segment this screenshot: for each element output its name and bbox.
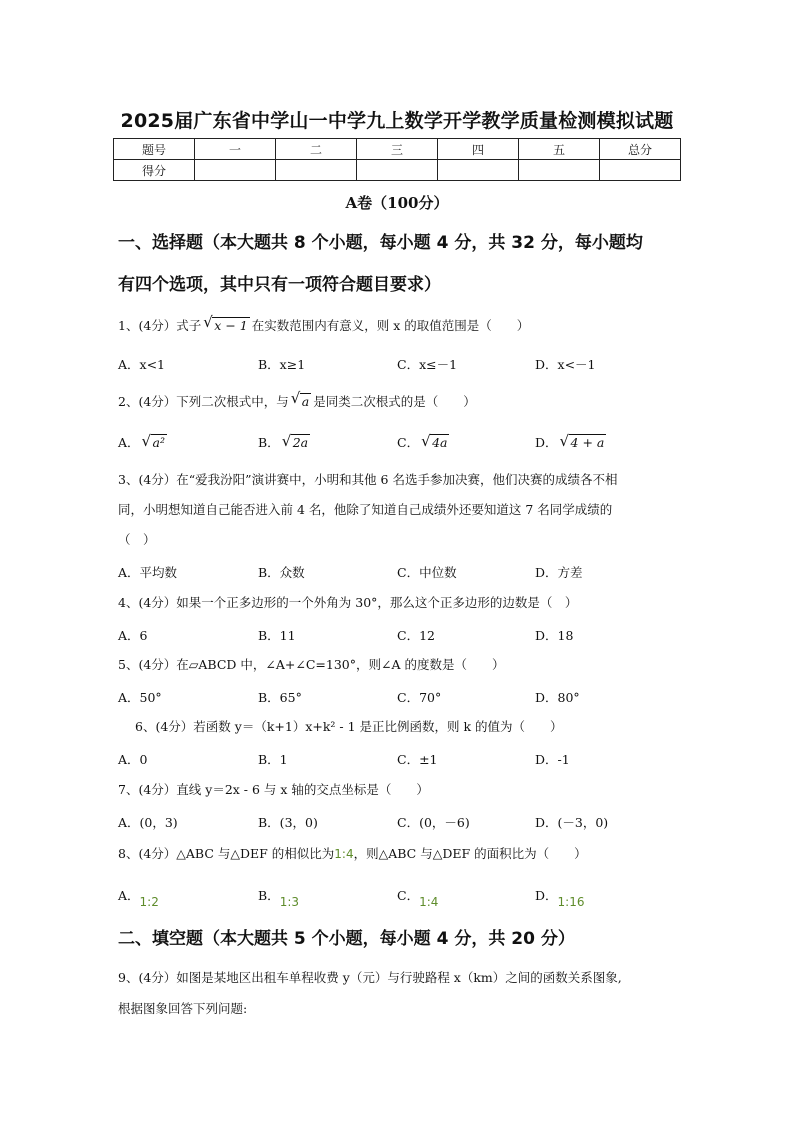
sqrt-expression: √ 4 + a (559, 432, 605, 450)
score-cell[interactable] (357, 160, 438, 181)
score-table-header-row (114, 139, 681, 160)
option-c[interactable]: C．12 (397, 628, 435, 643)
option-c[interactable]: C．中位数 (397, 565, 457, 580)
option-a[interactable]: A．6 (118, 628, 148, 643)
sqrt-radicand: 4 + a (570, 435, 605, 450)
option-a[interactable]: A．0 (118, 752, 148, 767)
question-8-prefix: 8、(4分）△ABC 与△DEF 的相似比为 (118, 846, 335, 861)
option-a[interactable] (118, 433, 169, 451)
score-header-cell: 五 (519, 139, 600, 160)
sqrt-radicand: x − 1 (214, 318, 248, 333)
score-header-cell: 四 (438, 139, 519, 160)
option-label: C． (397, 888, 420, 903)
score-header-cell: 三 (357, 139, 438, 160)
question-3-line2: 同，小明想知道自己能否进入前 4 名，他除了知道自己成绩外还要知道这 7 名同学成绩的 (118, 502, 613, 517)
sqrt-radicand: 2a (292, 435, 309, 450)
score-header-cell: 二 (276, 139, 357, 160)
section1-heading-line2: 有四个选项，其中只有一项符合题目要求） (118, 275, 441, 295)
question-3-line1: 3、(4分）在“爱我汾阳”演讲赛中，小明和其他 6 名选手参加决赛，他们决赛的成绩各不相 (118, 472, 618, 487)
option-c[interactable]: C．x≤－1 (397, 357, 458, 372)
question-8-suffix: ，则△ABC 与△DEF 的面积比为（ ） (353, 846, 587, 861)
option-d[interactable] (535, 886, 585, 909)
question-5: 5、(4分）在▱ABCD 中，∠A+∠C=130°，则∠A 的度数是（ ） (118, 657, 505, 672)
ratio-value: 1:4 (334, 847, 354, 861)
question-2 (118, 386, 678, 417)
option-a[interactable]: A．(0，3) (118, 815, 178, 830)
sqrt-radicand: a² (152, 435, 165, 450)
sqrt-radicand: a (301, 394, 310, 409)
exam-title: 2025届广东省中学山一中学九上数学开学教学质量检测模拟试题 (120, 110, 674, 132)
option-b[interactable]: B．11 (258, 628, 296, 643)
question-7: 7、(4分）直线 y＝2x - 6 与 x 轴的交点坐标是（ ） (118, 782, 429, 797)
sqrt-expression: √ 2a (281, 432, 309, 450)
option-c[interactable]: C．±1 (397, 752, 438, 767)
option-d[interactable]: D．方差 (535, 565, 583, 580)
option-label: B． (258, 435, 280, 450)
option-ratio: 1:4 (419, 895, 439, 909)
option-a[interactable]: A．50° (118, 690, 162, 705)
option-d[interactable]: D．x<－1 (535, 357, 596, 372)
score-header-cell: 总分 (600, 139, 681, 160)
question-3-line3: （ ） (118, 532, 156, 547)
score-header-cell: 题号 (114, 139, 195, 160)
option-d[interactable]: D．80° (535, 690, 580, 705)
option-b[interactable]: B．65° (258, 690, 302, 705)
option-a[interactable] (118, 886, 159, 909)
option-d[interactable]: D．(－3，0) (535, 815, 609, 830)
option-label: C． (397, 435, 420, 450)
option-d[interactable]: D．-1 (535, 752, 570, 767)
question-2-suffix: 是同类二次根式的是（ ） (313, 394, 476, 409)
score-cell[interactable] (276, 160, 357, 181)
score-table-score-row (114, 160, 681, 181)
question-1-suffix: 在实数范围内有意义，则 x 的取值范围是（ ） (251, 318, 530, 333)
option-b[interactable] (258, 886, 299, 909)
option-d[interactable]: D．18 (535, 628, 574, 643)
score-row-label: 得分 (114, 160, 195, 181)
score-cell[interactable] (519, 160, 600, 181)
question-8 (118, 838, 678, 870)
score-cell[interactable] (195, 160, 276, 181)
option-d[interactable] (535, 433, 608, 451)
option-c[interactable]: C．70° (397, 690, 442, 705)
option-ratio: 1:2 (139, 895, 159, 909)
option-ratio: 1:3 (279, 895, 299, 909)
option-ratio: 1:16 (557, 895, 585, 909)
option-a[interactable]: A．x<1 (118, 357, 166, 372)
option-c[interactable] (397, 433, 451, 451)
option-label: A． (118, 435, 140, 450)
option-b[interactable] (258, 433, 312, 451)
sqrt-radicand: 4a (432, 435, 448, 450)
question-2-prefix: 2、(4分）下列二次根式中，与 (118, 394, 289, 409)
option-label: A． (118, 888, 140, 903)
question-6: 6、(4分）若函数 y＝（k+1）x+k² - 1 是正比例函数，则 k 的值为（ ） (135, 719, 563, 734)
volume-label: A卷（100分） (345, 194, 449, 212)
question-1 (118, 310, 678, 341)
sqrt-expression: √ a (290, 389, 310, 409)
score-cell[interactable] (600, 160, 681, 181)
section1-heading-line1: 一、选择题（本大题共 8 个小题，每小题 4 分，共 32 分，每小题均 (118, 233, 643, 253)
option-c[interactable]: C．(0，－6) (397, 815, 470, 830)
option-b[interactable]: B．1 (258, 752, 288, 767)
question-9-line2: 根据图象回答下列问题: (118, 1001, 248, 1016)
question-1-prefix: 1、(4分）式子 (118, 318, 202, 333)
option-label: D． (535, 888, 558, 903)
question-4: 4、(4分）如果一个正多边形的一个外角为 30°，那么这个正多边形的边数是（ ） (118, 595, 578, 610)
option-b[interactable]: B．x≥1 (258, 357, 306, 372)
option-label: D． (535, 435, 558, 450)
section2-heading: 二、填空题（本大题共 5 个小题，每小题 4 分，共 20 分） (118, 929, 575, 949)
sqrt-expression: √ a² (141, 432, 165, 450)
option-a[interactable]: A．平均数 (118, 565, 178, 580)
option-b[interactable]: B．众数 (258, 565, 305, 580)
sqrt-expression: √ 4a (421, 432, 448, 450)
option-label: B． (258, 888, 280, 903)
score-header-cell: 一 (195, 139, 276, 160)
option-c[interactable] (397, 886, 439, 909)
question-9-line1: 9、(4分）如图是某地区出租车单程收费 y（元）与行驶路程 x（km）之间的函数关系图象, (118, 970, 622, 985)
score-table (113, 138, 681, 181)
score-cell[interactable] (438, 160, 519, 181)
option-b[interactable]: B．(3，0) (258, 815, 318, 830)
sqrt-expression: √ x − 1 (203, 313, 248, 333)
